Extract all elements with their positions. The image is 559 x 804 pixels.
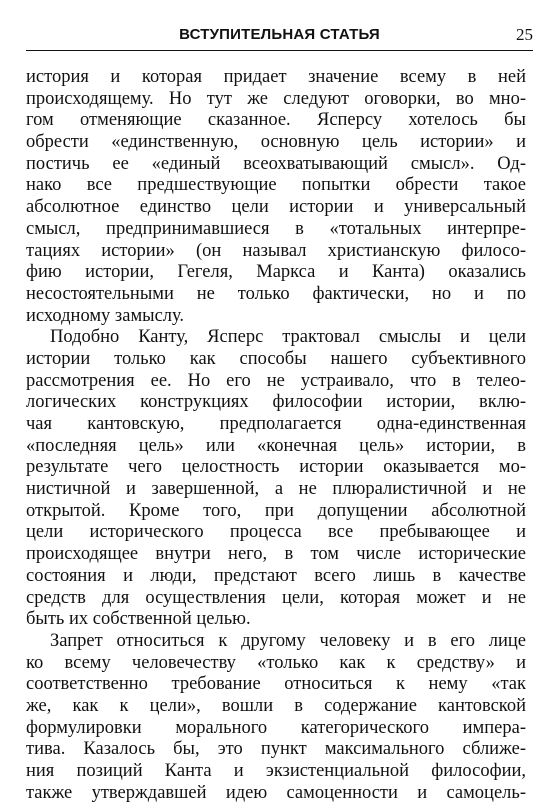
text-line: фию истории, Гегеля, Маркса и Канта) оказались <box>26 262 526 283</box>
text-line: нистичной и завершенной, а не плюралистичной и не <box>26 479 526 500</box>
running-title: ВСТУПИТЕЛЬНАЯ СТАТЬЯ <box>179 26 380 43</box>
paragraph <box>26 631 526 804</box>
text-line: исходному замыслу. <box>26 305 185 326</box>
text-line: «последняя цель» или «конечная цель» истории, в <box>26 435 526 456</box>
text-line: истории только как способы нашего субъективного <box>26 348 526 369</box>
text-line: также утверждавшей идею самоценности и самоцель- <box>26 782 526 803</box>
header-rule <box>26 50 533 51</box>
text-line: тациях истории» (он называл христианскую филосо- <box>26 240 526 261</box>
text-line: Подобно Канту, Ясперс трактовал смыслы и цели <box>50 327 526 348</box>
text-line: логических конструкциях философии истории, вклю- <box>26 392 526 413</box>
text-line: гом отменяющие сказанное. Ясперсу хотелось бы <box>26 110 526 131</box>
paragraph <box>26 67 526 327</box>
text-line: происходящему. Но тут же следуют оговорки, во мно- <box>26 88 526 109</box>
text-line: нако все предшествующие попытки обрести такое <box>26 175 526 196</box>
text-line: соответственно требование относиться к нему «так <box>26 674 526 695</box>
body-text <box>26 67 526 804</box>
text-line: ния позиций Канта и экзистенциальной философии, <box>26 761 526 781</box>
text-line: средств для осуществления цели, которая может и не <box>26 587 526 608</box>
text-line: обрести «единственную, основную цель истории» и <box>26 132 526 153</box>
text-line: рассмотрения ее. Но его не устраивало, что в телео- <box>26 370 526 391</box>
text-line: смысл, предпринимавшиеся в «тотальных интерпре- <box>26 218 526 239</box>
text-line: формулировки морального категорического импера- <box>26 717 526 738</box>
text-line: же, как к цели», вошли в содержание кантовской <box>26 695 526 716</box>
text-line: постичь ее «единый всеохватывающий смысл». Од- <box>26 153 526 174</box>
text-line: происходящее внутри него, в том числе исторические <box>26 544 526 565</box>
text-line: тива. Казалось бы, это пункт максимального сближе- <box>26 739 526 760</box>
text-line: результате чего целостность истории оказывается мо- <box>26 457 526 478</box>
text-line: открытой. Кроме того, при допущении абсолютной <box>26 500 526 521</box>
text-line: чая кантовскую, предполагается одна-единственная <box>26 414 526 434</box>
paragraph <box>26 327 526 631</box>
text-line: ко всему человечеству «только как к средству» и <box>26 652 526 673</box>
text-line: цели исторического процесса все пребывающее и <box>26 522 526 543</box>
running-header <box>26 22 533 48</box>
text-line: Запрет относиться к другому человеку и в его лице <box>50 630 526 651</box>
text-line: состояния и люди, предстают всего лишь в качестве <box>26 565 526 586</box>
text-line: история и которая придает значение всему в ней <box>26 67 526 87</box>
text-line: абсолютное единство цели истории и универсальный <box>26 197 526 218</box>
text-line: быть их собственной целью. <box>26 609 251 630</box>
page-number: 25 <box>516 25 533 44</box>
text-line: несостоятельными не только фактически, но и по <box>26 283 526 304</box>
